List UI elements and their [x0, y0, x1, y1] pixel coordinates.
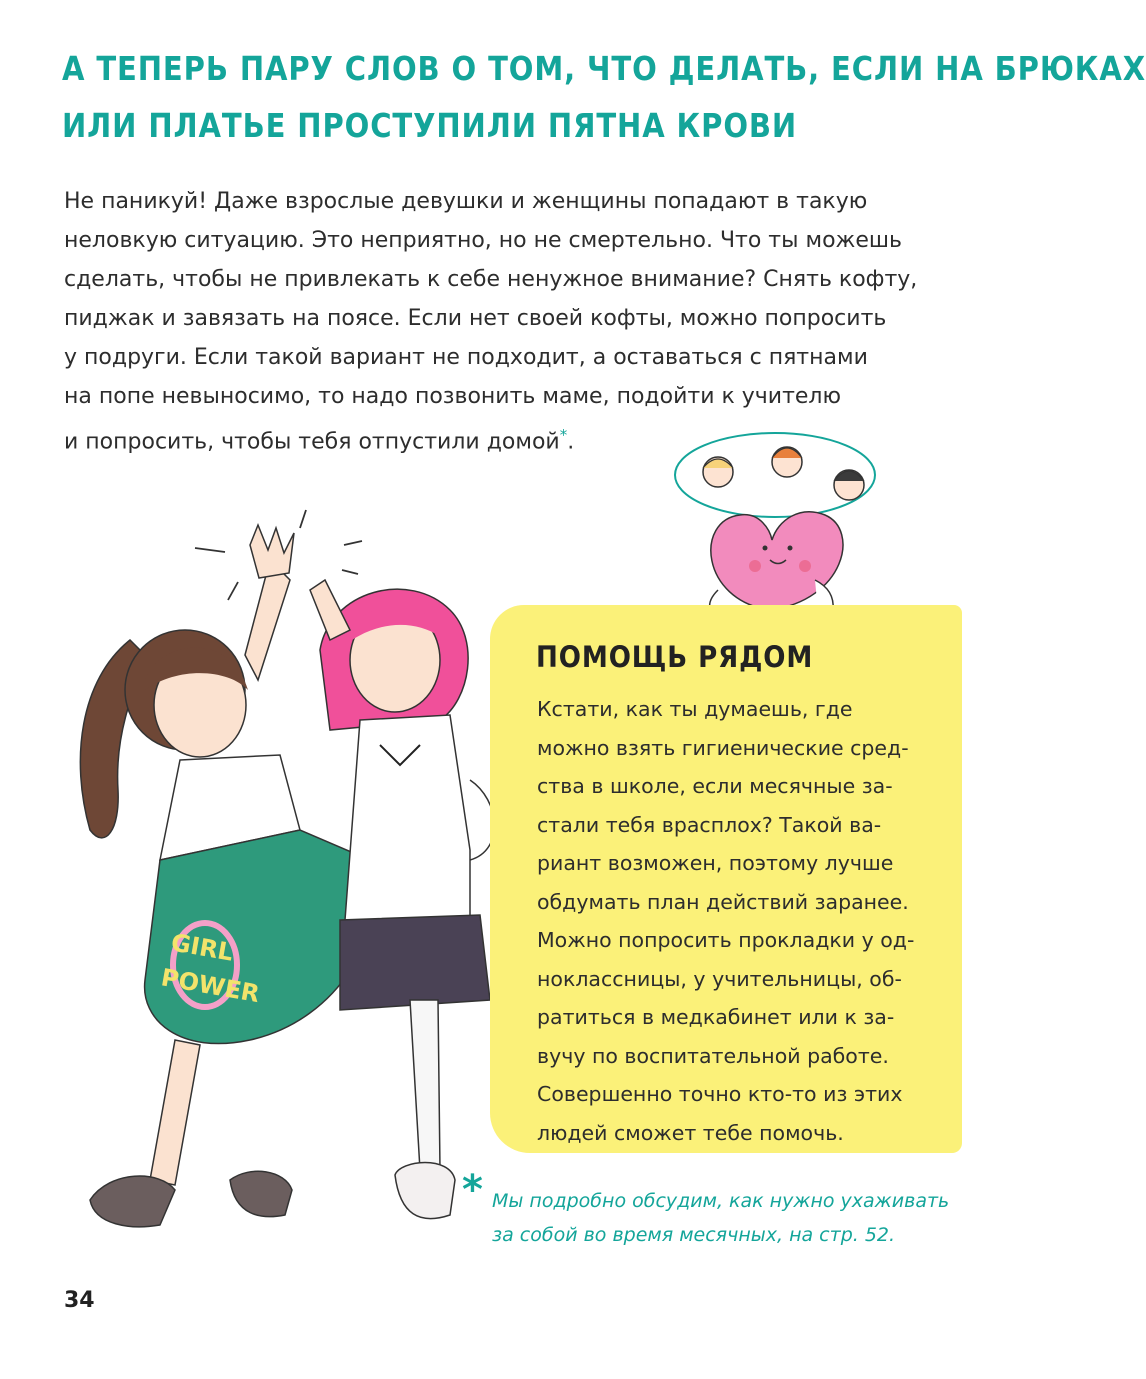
body-line: неловкую ситуацию. Это неприятно, но не смертельно. Что ты можешь [64, 228, 902, 253]
skirt-text-line-2: POWER [158, 963, 262, 1009]
heading-line-1: А ТЕПЕРЬ ПАРУ СЛОВ О ТОМ, ЧТО ДЕЛАТЬ, ЕСЛИ НА БРЮКАХ [62, 49, 1146, 88]
box-line: ства в школе, если месячные за- [537, 774, 893, 798]
box-line: ратиться в медкабинет или к за- [537, 1005, 895, 1029]
heart-character [710, 512, 843, 615]
body-line: на попе невыносимо, то надо позвонить маме, подойти к учителю [64, 384, 842, 409]
box-line: можно взять гигиенические сред- [537, 735, 909, 760]
footnote-star-icon: * [462, 1167, 483, 1213]
footnote-line: Мы подробно обсудим, как нужно ухаживать [492, 1190, 950, 1212]
body-line: пиджак и завязать на поясе. Если нет своей кофты, можно попросить [64, 306, 887, 331]
box-line: Можно попросить прокладки у од- [537, 928, 915, 952]
box-title: ПОМОЩЬ РЯДОМ [536, 640, 814, 674]
box-line: риант возможен, поэтому лучше [537, 851, 894, 875]
footnote [492, 1184, 949, 1252]
body-end-punct: . [567, 429, 575, 455]
body-line: у подруги. Если такой вариант не подходит, а оставаться с пятнами [64, 345, 868, 370]
body-line: сделать, чтобы не привлекать к себе ненужное внимание? Снять кофту, [64, 267, 918, 292]
footnote-marker: * [559, 426, 568, 444]
body-line: Не паникуй! Даже взрослые девушки и женщины попадают в такую [64, 189, 868, 214]
box-text [537, 690, 914, 1152]
page-number: 34 [64, 1288, 95, 1313]
thought-bubble [675, 433, 875, 545]
box-line: вучу по воспитательной работе. [537, 1043, 889, 1068]
footnote-line: за собой во время месячных, на стр. 52. [492, 1224, 896, 1246]
heading-line-2: ИЛИ ПЛАТЬЕ ПРОСТУПИЛИ ПЯТНА КРОВИ [62, 106, 798, 145]
skirt-text-line-1: GIRL [168, 928, 236, 967]
box-line: обдумать план действий заранее. [537, 889, 909, 914]
box-line: ноклассницы, у учительницы, об- [537, 966, 902, 991]
box-line: людей сможет тебе помочь. [537, 1120, 844, 1145]
box-line: стали тебя врасплох? Такой ва- [537, 812, 882, 837]
body-line: и попросить, чтобы тебя отпустили домой [64, 429, 560, 455]
box-line: Совершенно точно кто-то из этих [537, 1082, 903, 1106]
box-line: Кстати, как ты думаешь, где [537, 697, 853, 721]
